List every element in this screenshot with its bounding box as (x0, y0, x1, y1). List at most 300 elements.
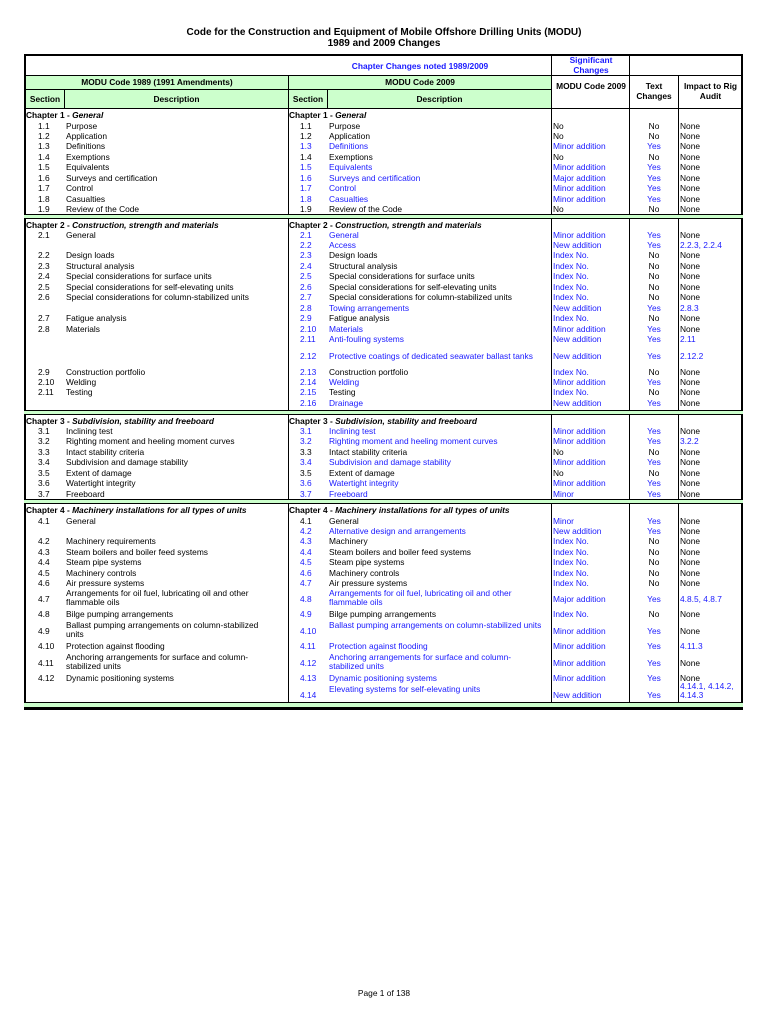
description-2009: Special considerations for surface units (329, 271, 475, 282)
description-2009: Application (329, 130, 370, 141)
description-2009: General (329, 229, 359, 240)
description-2009: Control (329, 183, 356, 194)
section-number-2009: 4.3 (300, 536, 312, 547)
modu-2009-change: Minor addition (553, 229, 606, 240)
impact-value: 3.2.2 (680, 436, 699, 447)
impact-value: None (680, 658, 701, 668)
description-2009: Review of the Code (329, 204, 403, 215)
section-number-2009: 1.3 (300, 141, 312, 152)
description-2009: Definitions (329, 141, 369, 152)
description-2009: Steam boilers and boiler feed systems (329, 546, 471, 557)
description-1989: Design loads (66, 250, 115, 261)
modu-2009-change: New addition (553, 351, 602, 361)
description-2009: Anchoring arrangements for surface and column-stabilized units (329, 652, 512, 671)
description-2009: Surveys and certification (329, 172, 421, 183)
description-1989: Freeboard (66, 488, 105, 499)
section-number-1989: 3.7 (38, 488, 50, 499)
text-changes-value: Yes (647, 351, 661, 361)
impact-value: None (680, 250, 701, 261)
impact-value: None (680, 120, 701, 131)
section-number-1989: 4.10 (38, 641, 55, 651)
impact-value: None (680, 457, 701, 468)
modu-2009-change: Index No. (553, 281, 589, 292)
chapter-title-left: Chapter 2 - Construction, strength and materials (26, 220, 219, 230)
text-changes-value: No (648, 366, 660, 377)
text-changes-header: Text Changes (636, 81, 672, 101)
text-changes-value: Yes (647, 626, 661, 636)
text-changes-value: Yes (647, 525, 661, 536)
description-2009: Welding (329, 376, 360, 387)
modu-2009-change: New addition (553, 397, 602, 408)
section-number-2009: 1.1 (300, 120, 312, 131)
description-2009: Arrangements for oil fuel, lubricating oil and other flammable oils (329, 588, 512, 607)
description-header-right: Description (328, 90, 551, 108)
modu-2009-change: Minor addition (553, 673, 606, 683)
section-number-1989: 2.5 (38, 281, 50, 292)
section-number-1989: 3.1 (38, 426, 50, 436)
description-1989: Machinery controls (66, 567, 137, 578)
section-number-2009: 2.15 (300, 387, 317, 398)
text-changes-value: No (648, 536, 660, 547)
chapter-title-left: Chapter 3 - Subdivision, stability and freeboard (26, 416, 215, 426)
description-2009: Fatigue analysis (329, 313, 390, 324)
description-1989: Construction portfolio (66, 366, 146, 377)
text-changes-value: No (648, 567, 660, 578)
modu-2009-change: No (553, 120, 564, 131)
section-number-2009: 2.12 (300, 351, 317, 361)
text-changes-value: No (648, 313, 660, 324)
section-number-2009: 4.8 (300, 594, 312, 604)
text-changes-value: Yes (647, 183, 661, 194)
section-number-1989: 4.2 (38, 536, 50, 547)
description-2009: Steam pipe systems (329, 557, 405, 568)
impact-value: None (680, 172, 701, 183)
impact-value: 2.11 (680, 334, 696, 344)
text-changes-value: No (648, 446, 660, 457)
impact-value: 2.12.2 (680, 351, 704, 361)
impact-value: None (680, 397, 701, 408)
section-number-2009: 4.11 (300, 641, 316, 651)
section-number-2009: 2.1 (300, 229, 312, 240)
section-number-1989: 1.4 (38, 151, 50, 162)
impact-value: None (680, 525, 701, 536)
text-changes-value: No (648, 271, 660, 282)
section-number-2009: 3.7 (300, 488, 312, 499)
impact-value: None (680, 557, 701, 568)
impact-header: Impact to Rig Audit (683, 81, 738, 101)
description-1989: Exemptions (66, 151, 110, 162)
modu-2009-change: No (553, 130, 564, 141)
section-number-2009: 4.5 (300, 557, 312, 568)
description-2009: Machinery controls (329, 567, 400, 578)
impact-value: None (680, 130, 701, 141)
text-changes-value: Yes (647, 397, 661, 408)
description-1989: Casualties (66, 193, 106, 204)
description-2009: Bilge pumping arrangements (329, 609, 437, 619)
text-changes-value: Yes (647, 436, 661, 447)
section-number-2009: 2.11 (300, 334, 316, 344)
text-changes-value: No (648, 467, 660, 478)
description-1989: Special considerations for self-elevating units (66, 281, 234, 292)
modu-2009-change: Index No. (553, 271, 589, 282)
section-number-1989: 4.6 (38, 578, 50, 589)
modu-2009-change: Minor addition (553, 641, 606, 651)
column-divider (551, 55, 552, 709)
description-1989: Control (66, 183, 93, 194)
description-1989: General (66, 515, 96, 526)
column-divider (678, 75, 679, 709)
text-changes-value: No (648, 557, 660, 568)
section-header-left: Section (26, 90, 64, 108)
impact-value: None (680, 478, 701, 489)
impact-value: 2.2.3, 2.2.4 (680, 239, 722, 250)
description-1989: Steam pipe systems (66, 557, 142, 568)
section-number-1989: 1.6 (38, 172, 50, 183)
section-number-1989: 2.11 (38, 387, 54, 398)
description-2009: Exemptions (329, 151, 373, 162)
chapter-changes-header: Chapter Changes noted 1989/2009 (351, 61, 489, 71)
impact-value: None (680, 281, 701, 292)
description-1989: Surveys and certification (66, 172, 158, 183)
modu-2009-change: New addition (553, 690, 602, 700)
description-1989: Special considerations for surface units (66, 271, 212, 282)
description-2009: Dynamic positioning systems (329, 673, 437, 683)
modu-2009-change: New addition (553, 525, 602, 536)
description-1989: Righting moment and heeling moment curves (66, 436, 235, 447)
section-number-1989: 3.3 (38, 446, 50, 457)
chapter-title-left: Chapter 4 - Machinery installations for all types of units (26, 505, 247, 515)
section-number-1989: 2.10 (38, 376, 55, 387)
description-2009: Testing (329, 387, 356, 398)
section-number-2009: 3.1 (300, 426, 312, 436)
impact-value: None (680, 536, 701, 547)
section-number-1989: 1.7 (38, 183, 50, 194)
text-changes-value: No (648, 204, 660, 215)
section-number-1989: 4.3 (38, 546, 50, 557)
section-number-2009: 2.4 (300, 260, 312, 271)
modu-2009-change: Minor addition (553, 162, 606, 173)
description-2009: Special considerations for column-stabilized units (329, 292, 512, 303)
description-2009: Casualties (329, 193, 369, 204)
text-changes-value: Yes (647, 426, 661, 436)
section-number-2009: 2.16 (300, 397, 317, 408)
impact-value: None (680, 323, 701, 334)
significant-changes-header: Significant Changes (569, 55, 613, 75)
modu-2009-change: Index No. (553, 387, 589, 398)
description-2009: Machinery (329, 536, 368, 547)
text-changes-value: Yes (647, 193, 661, 204)
section-number-1989: 4.12 (38, 673, 55, 683)
modu-2009-change: Minor addition (553, 457, 606, 468)
document-subtitle: 1989 and 2009 Changes (327, 38, 441, 49)
description-1989: Machinery requirements (66, 536, 156, 547)
text-changes-value: Yes (647, 515, 661, 526)
description-2009: Protective coatings of dedicated seawater ballast tanks (329, 351, 533, 361)
description-1989: Fatigue analysis (66, 313, 127, 324)
text-changes-value: Yes (647, 673, 661, 683)
modu-2009-change: Index No. (553, 366, 589, 377)
description-1989: Structural analysis (66, 260, 135, 271)
impact-value: None (680, 546, 701, 557)
description-1989: Steam boilers and boiler feed systems (66, 546, 208, 557)
header-rule (26, 108, 742, 109)
impact-value: None (680, 141, 701, 152)
text-changes-value: No (648, 250, 660, 261)
description-1989: Equivalents (66, 162, 110, 173)
section-number-2009: 4.2 (300, 525, 312, 536)
description-2009: Protection against flooding (329, 641, 428, 651)
section-number-2009: 2.3 (300, 250, 312, 261)
modu-2009-change: Major addition (553, 594, 606, 604)
description-1989: Review of the Code (66, 204, 140, 215)
modu-code-2009-header: MODU Code 2009 (556, 81, 626, 91)
modu-2009-change: Index No. (553, 260, 589, 271)
header-rule (26, 75, 742, 76)
text-changes-value: No (648, 281, 660, 292)
section-number-1989: 1.8 (38, 193, 50, 204)
section-number-1989: 4.1 (38, 515, 50, 526)
description-1989: Definitions (66, 141, 106, 152)
section-number-1989: 3.6 (38, 478, 50, 489)
description-2009: Alternative design and arrangements (329, 525, 466, 536)
section-number-1989: 1.2 (38, 130, 50, 141)
text-changes-value: Yes (647, 239, 661, 250)
description-2009: Subdivision and damage stability (329, 457, 451, 468)
modu-2009-change: No (553, 467, 564, 478)
modu-2009-change: Major addition (553, 172, 606, 183)
section-number-1989: 4.5 (38, 567, 50, 578)
description-1989: Materials (66, 323, 100, 334)
description-2009: Elevating systems for self-elevating units (329, 684, 481, 694)
description-2009: Purpose (329, 120, 361, 131)
text-changes-value: No (648, 260, 660, 271)
impact-value: None (680, 183, 701, 194)
modu-2009-change: Index No. (553, 250, 589, 261)
modu-2009-change: New addition (553, 334, 602, 344)
section-number-2009: 3.3 (300, 446, 312, 457)
description-1989: Dynamic positioning systems (66, 673, 174, 683)
description-2009: Design loads (329, 250, 378, 261)
description-2009: Drainage (329, 397, 363, 408)
text-changes-value: No (648, 292, 660, 303)
section-number-2009: 4.13 (300, 673, 317, 683)
section-number-2009: 2.7 (300, 292, 312, 303)
modu-2009-change: Minor addition (553, 193, 606, 204)
description-header-left: Description (65, 90, 288, 108)
chapter-title-right: Chapter 4 - Machinery installations for all types of units (289, 505, 510, 515)
description-2009: Righting moment and heeling moment curves (329, 436, 498, 447)
impact-value: None (680, 626, 701, 636)
section-number-2009: 1.2 (300, 130, 312, 141)
section-number-2009: 2.13 (300, 366, 317, 377)
section-number-2009: 1.6 (300, 172, 312, 183)
section-number-1989: 1.5 (38, 162, 50, 173)
section-number-1989: 4.4 (38, 557, 50, 568)
description-2009: Special considerations for self-elevating units (329, 281, 497, 292)
text-changes-value: No (648, 130, 660, 141)
modu-2009-change: Index No. (553, 578, 589, 589)
description-1989: Special considerations for column-stabilized units (66, 292, 249, 303)
section-number-1989: 3.5 (38, 467, 50, 478)
section-number-1989: 3.2 (38, 436, 50, 447)
section-number-2009: 3.2 (300, 436, 312, 447)
text-changes-value: Yes (647, 488, 661, 499)
description-1989: Testing (66, 387, 93, 398)
modu-2009-change: Minor addition (553, 183, 606, 194)
section-number-2009: 4.1 (300, 515, 312, 526)
description-1989: Intact stability criteria (66, 446, 145, 457)
modu-2009-change: Index No. (553, 536, 589, 547)
chapter-separator (24, 702, 743, 708)
section-number-1989: 4.8 (38, 609, 50, 619)
text-changes-value: Yes (647, 229, 661, 240)
impact-value: None (680, 376, 701, 387)
section-number-1989: 1.1 (38, 120, 50, 131)
description-1989: Watertight integrity (66, 478, 136, 489)
modu-2009-change: Index No. (553, 567, 589, 578)
section-number-1989: 2.2 (38, 250, 50, 261)
section-number-2009: 4.9 (300, 609, 312, 619)
text-changes-value: Yes (647, 302, 661, 313)
section-number-2009: 2.9 (300, 313, 312, 324)
modu-2009-change: Minor (553, 488, 574, 499)
section-number-1989: 1.3 (38, 141, 50, 152)
description-1989: Subdivision and damage stability (66, 457, 188, 468)
impact-value: 2.8.3 (680, 302, 699, 313)
impact-value: 4.14.1, 4.14.2, 4.14.3 (680, 681, 734, 700)
description-2009: Intact stability criteria (329, 446, 408, 457)
text-changes-value: No (648, 120, 660, 131)
impact-value: None (680, 366, 701, 377)
description-1989: Anchoring arrangements for surface and column-stabilized units (66, 652, 249, 671)
modu-2009-change: Index No. (553, 292, 589, 303)
section-number-1989: 4.11 (38, 658, 54, 668)
impact-value: None (680, 446, 701, 457)
page-number: Page 1 of 138 (357, 988, 411, 998)
impact-value: 4.11.3 (680, 641, 703, 651)
description-1989: Extent of damage (66, 467, 132, 478)
modu-2009-change: Minor addition (553, 376, 606, 387)
chapter-separator (24, 214, 743, 219)
section-number-2009: 2.8 (300, 302, 312, 313)
section-number-2009: 1.9 (300, 204, 312, 215)
section-number-2009: 2.10 (300, 323, 317, 334)
text-changes-value: Yes (647, 162, 661, 173)
section-number-2009: 4.12 (300, 658, 317, 668)
description-2009: Access (329, 239, 356, 250)
text-changes-value: No (648, 546, 660, 557)
description-2009: Materials (329, 323, 363, 334)
chapter-separator (24, 410, 743, 415)
chapter-separator (24, 499, 743, 504)
modu-2009-change: Minor addition (553, 478, 606, 489)
section-number-1989: 1.9 (38, 204, 50, 215)
impact-value: None (680, 488, 701, 499)
description-1989: General (66, 229, 96, 240)
section-number-2009: 4.10 (300, 626, 317, 636)
column-divider (64, 89, 65, 109)
column-divider (288, 75, 289, 709)
modu-2009-change: No (553, 446, 564, 457)
text-changes-value: Yes (647, 690, 661, 700)
impact-value: None (680, 162, 701, 173)
description-1989: Arrangements for oil fuel, lubricating oil and other flammable oils (66, 588, 249, 607)
impact-value: None (680, 151, 701, 162)
section-number-2009: 4.4 (300, 546, 312, 557)
impact-value: None (680, 193, 701, 204)
column-divider (327, 89, 328, 109)
impact-value: None (680, 387, 701, 398)
section-number-2009: 2.14 (300, 376, 317, 387)
description-2009: Anti-fouling systems (329, 334, 404, 344)
text-changes-value: No (648, 151, 660, 162)
modu-2009-change: Minor addition (553, 626, 606, 636)
modu-2009-change: Index No. (553, 546, 589, 557)
text-changes-value: Yes (647, 334, 661, 344)
section-number-1989: 2.7 (38, 313, 50, 324)
section-number-1989: 4.7 (38, 594, 50, 604)
section-number-2009: 1.5 (300, 162, 312, 173)
impact-value: None (680, 313, 701, 324)
modu-2009-change: Index No. (553, 609, 589, 619)
impact-value: None (680, 567, 701, 578)
section-number-2009: 4.6 (300, 567, 312, 578)
impact-value: None (680, 578, 701, 589)
section-number-2009: 2.5 (300, 271, 312, 282)
section-number-2009: 3.4 (300, 457, 312, 468)
description-1989: Air pressure systems (66, 578, 145, 589)
text-changes-value: No (648, 578, 660, 589)
text-changes-value: Yes (647, 594, 661, 604)
section-number-2009: 4.14 (300, 690, 317, 700)
section-header-right: Section (289, 90, 327, 108)
chapter-title-right: Chapter 2 - Construction, strength and materials (289, 220, 482, 230)
description-1989: Ballast pumping arrangements on column-stabilized units (66, 620, 259, 639)
modu-2009-change: Minor addition (553, 436, 606, 447)
description-2009: Extent of damage (329, 467, 395, 478)
section-number-2009: 1.7 (300, 183, 312, 194)
impact-value: None (680, 271, 701, 282)
description-1989: Inclining test (66, 426, 113, 436)
section-number-2009: 1.8 (300, 193, 312, 204)
impact-value: None (680, 292, 701, 303)
description-1989: Protection against flooding (66, 641, 165, 651)
modu-2009-change: Minor (553, 515, 574, 526)
document-title: Code for the Construction and Equipment of Mobile Offshore Drilling Units (MODU) (186, 27, 582, 38)
modu-2009-change: Minor addition (553, 323, 606, 334)
text-changes-value: Yes (647, 141, 661, 152)
text-changes-value: Yes (647, 457, 661, 468)
description-2009: Inclining test (329, 426, 376, 436)
text-changes-value: Yes (647, 376, 661, 387)
text-changes-value: Yes (647, 641, 661, 651)
modu-1989-header: MODU Code 1989 (1991 Amendments) (26, 76, 288, 89)
section-number-1989: 2.8 (38, 323, 50, 334)
modu-2009-change: Index No. (553, 313, 589, 324)
chapter-title-right: Chapter 3 - Subdivision, stability and freeboard (289, 416, 478, 426)
description-2009: Air pressure systems (329, 578, 408, 589)
section-number-2009: 1.4 (300, 151, 312, 162)
impact-value: None (680, 426, 701, 436)
text-changes-value: Yes (647, 478, 661, 489)
description-1989: Welding (66, 376, 97, 387)
section-number-1989: 2.9 (38, 366, 50, 377)
text-changes-value: Yes (647, 172, 661, 183)
description-1989: Application (66, 130, 107, 141)
text-changes-value: Yes (647, 323, 661, 334)
impact-value: None (680, 467, 701, 478)
section-number-2009: 2.6 (300, 281, 312, 292)
